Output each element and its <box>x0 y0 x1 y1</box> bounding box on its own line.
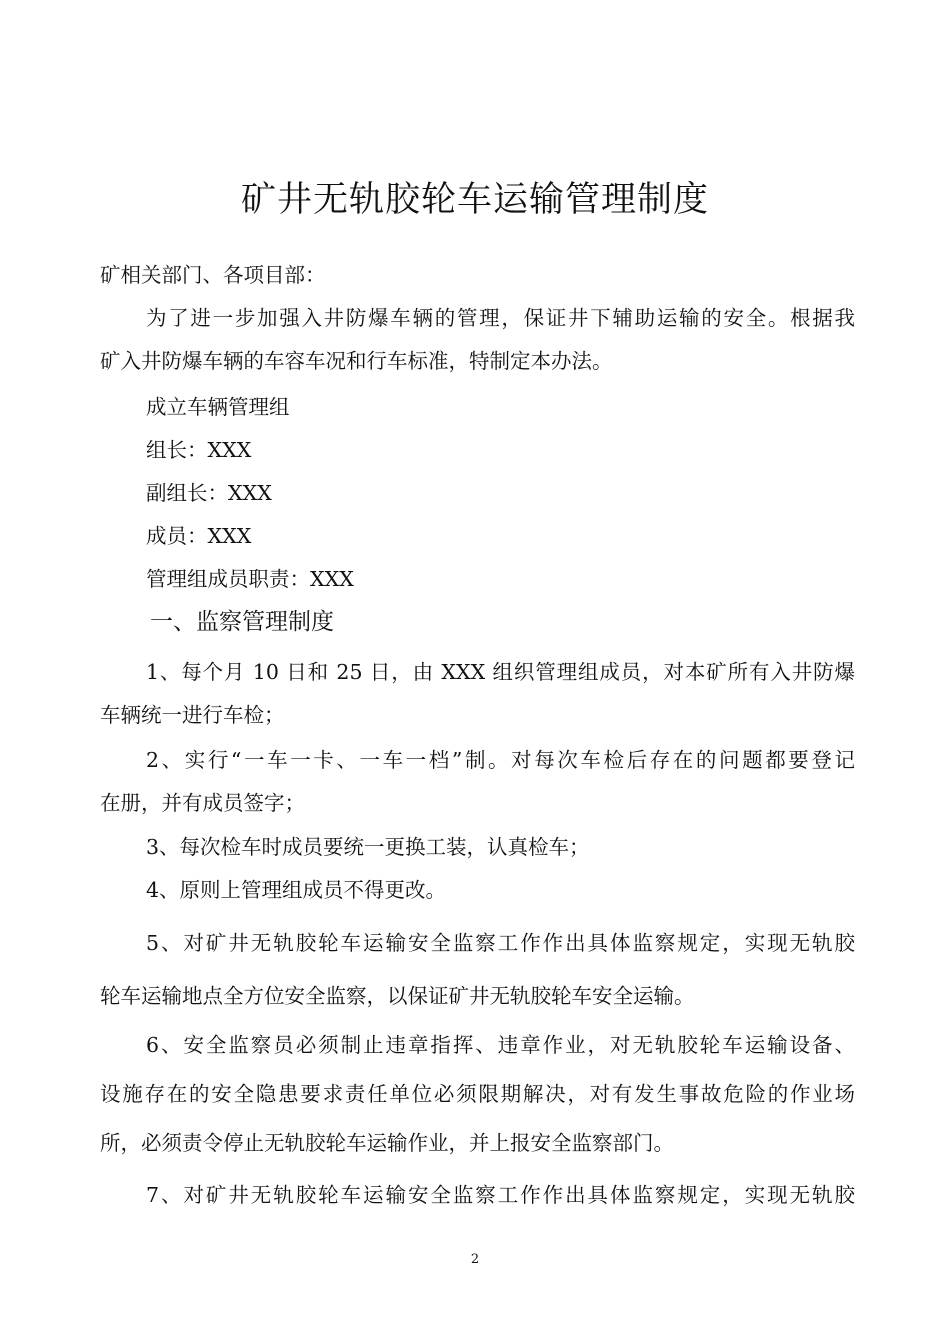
item-4: 4、原则上管理组成员不得更改。 <box>146 878 447 902</box>
page-number: 2 <box>470 1252 480 1267</box>
salutation: 矿相关部门、各项目部： <box>100 263 326 287</box>
item-5-line-1: 5、对矿井无轨胶轮车运输安全监察工作作出具体监察规定，实现无轨胶 <box>146 931 855 955</box>
item-1-line-1: 1、每个月 10 日和 25 日，由 XXX 组织管理组成员，对本矿所有入井防爆 <box>146 660 855 684</box>
group-leader: 组长：XXX <box>146 438 252 462</box>
item-6-line-3: 所，必须责令停止无轨胶轮车运输作业，并上报安全监察部门。 <box>100 1131 674 1155</box>
item-6-line-2: 设施存在的安全隐患要求责任单位必须限期解决，对有发生事故危险的作业场 <box>100 1082 855 1106</box>
item-1-line-2: 车辆统一进行车检； <box>100 703 285 727</box>
item-3: 3、每次检车时成员要统一更换工装，认真检车； <box>146 835 590 859</box>
group-duties: 管理组成员职责：XXX <box>146 567 354 591</box>
intro-line-2: 矿入井防爆车辆的车容车况和行车标准，特制定本办法。 <box>100 349 613 373</box>
item-6-line-1: 6、安全监察员必须制止违章指挥、违章作业，对无轨胶轮车运输设备、 <box>146 1033 855 1057</box>
group-heading: 成立车辆管理组 <box>146 395 290 419</box>
document-title: 矿井无轨胶轮车运输管理制度 <box>240 180 709 220</box>
item-2-line-2: 在册，并有成员签字； <box>100 791 305 815</box>
item-2-line-1: 2、实行“一车一卡、一车一档”制。对每次车检后存在的问题都要登记 <box>146 748 855 772</box>
group-deputy: 副组长：XXX <box>146 481 272 505</box>
item-7-line-1: 7、对矿井无轨胶轮车运输安全监察工作作出具体监察规定，实现无轨胶 <box>146 1183 855 1207</box>
section-heading: 一、监察管理制度 <box>150 609 334 635</box>
item-5-line-2: 轮车运输地点全方位安全监察，以保证矿井无轨胶轮车安全运输。 <box>100 984 695 1008</box>
intro-line-1: 为了进一步加强入井防爆车辆的管理，保证井下辅助运输的安全。根据我 <box>146 306 855 330</box>
group-members: 成员：XXX <box>146 524 252 548</box>
